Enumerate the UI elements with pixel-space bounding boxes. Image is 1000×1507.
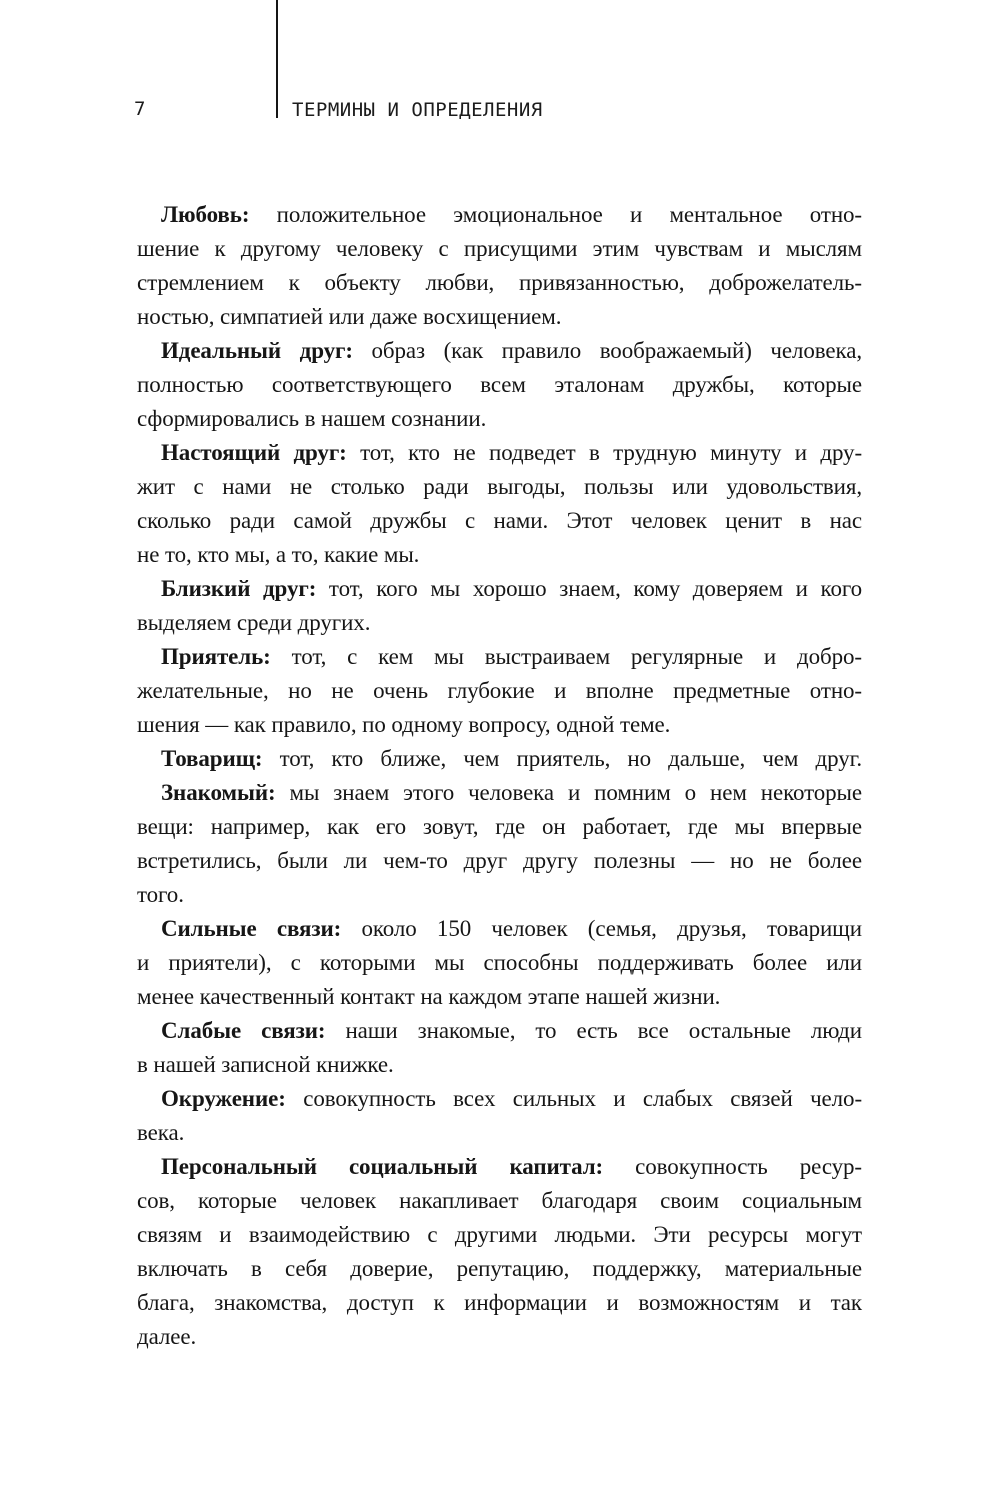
text-line: Настоящий друг: тот, кто не подведет в трудную минуту и дру- [161, 440, 863, 465]
definition-paragraph [137, 1150, 862, 1354]
text-line: Идеальный друг: образ (как правило воображаемый) человека, [161, 338, 862, 363]
term-label: Товарищ: [161, 746, 263, 771]
text-line: связям и взаимодействию с другими людьми. Эти ресурсы могут [137, 1222, 862, 1247]
term-label: Сильные связи: [161, 916, 342, 941]
text-line: Знакомый: мы знаем этого человека и помним о нем некоторые [161, 780, 862, 805]
text-line: не то, кто мы, а то, какие мы. [137, 542, 420, 567]
text-line: и приятели), с которыми мы способны поддерживать более или [137, 950, 862, 975]
term-label: Любовь: [161, 202, 250, 227]
text-line: полностью соответствующего всем эталонам дружбы, которые [137, 372, 862, 397]
text-line: жит с нами не столько ради выгоды, пользы или удовольствия, [137, 474, 862, 499]
text-line: стремлением к объекту любви, привязанностью, доброжелатель- [137, 270, 862, 295]
term-label: Слабые связи: [161, 1018, 326, 1043]
text-line: сколько ради самой дружбы с нами. Этот человек ценит в нас [137, 508, 862, 533]
text-line: того. [137, 882, 184, 907]
term-label: Приятель: [161, 644, 271, 669]
body-text-block [137, 198, 862, 1354]
definition-paragraph [137, 572, 862, 640]
text-line: в нашей записной книжке. [137, 1052, 394, 1077]
header-divider-rule [276, 0, 278, 118]
text-line: шения — как правило, по одному вопросу, одной теме. [137, 712, 671, 737]
text-line: Товарищ: тот, кто ближе, чем приятель, но дальше, чем друг. [161, 746, 862, 771]
text-line: сформировались в нашем сознании. [137, 406, 487, 431]
definition-paragraph [137, 640, 862, 742]
term-label: Настоящий друг: [161, 440, 347, 465]
text-line: Персональный социальный капитал: совокупность ресур- [161, 1154, 862, 1179]
text-line: Близкий друг: тот, кого мы хорошо знаем, кому доверяем и кого [161, 576, 863, 601]
text-line: Приятель: тот, с кем мы выстраиваем регулярные и добро- [161, 644, 862, 669]
definition-paragraph [137, 198, 862, 334]
text-line: шение к другому человеку с присущими этим чувствам и мыслям [137, 236, 862, 261]
term-label: Идеальный друг: [161, 338, 353, 363]
running-header-title: ТЕРМИНЫ И ОПРЕДЕЛЕНИЯ [292, 99, 543, 121]
term-label: Знакомый: [161, 780, 276, 805]
definition-paragraph [137, 436, 862, 572]
text-line: века. [137, 1120, 185, 1145]
definition-paragraph [137, 1082, 862, 1150]
definition-paragraph [137, 1014, 862, 1082]
term-label: Близкий друг: [161, 576, 317, 601]
definition-paragraph [137, 334, 862, 436]
term-label: Окружение: [161, 1086, 286, 1111]
text-line: Сильные связи: около 150 человек (семья, друзья, товарищи [161, 916, 862, 941]
text-line: блага, знакомства, доступ к информации и возможностям и так [137, 1290, 862, 1315]
definition-paragraph [137, 912, 862, 1014]
text-line: Любовь: положительное эмоциональное и ментальное отно- [161, 202, 862, 227]
text-line: далее. [137, 1324, 197, 1349]
text-line: сов, которые человек накапливает благодаря своим социальным [137, 1188, 862, 1213]
text-line: менее качественный контакт на каждом этапе нашей жизни. [137, 984, 721, 1009]
page-number: 7 [134, 98, 146, 120]
text-line: Слабые связи: наши знакомые, то есть все остальные люди [161, 1018, 862, 1043]
text-line: включать в себя доверие, репутацию, поддержку, материальные [137, 1256, 862, 1281]
text-line: ностью, симпатией или даже восхищением. [137, 304, 562, 329]
text-line: выделяем среди других. [137, 610, 371, 635]
definition-paragraph [137, 776, 862, 912]
definition-paragraph [137, 742, 862, 776]
text-line: вещи: например, как его зовут, где он работает, где мы впервые [137, 814, 862, 839]
text-line: Окружение: совокупность всех сильных и слабых связей чело- [161, 1086, 862, 1111]
text-line: встретились, были ли чем-то друг другу полезны — но не более [137, 848, 862, 873]
text-line: желательные, но не очень глубокие и вполне предметные отно- [137, 678, 862, 703]
term-label: Персональный социальный капитал: [161, 1154, 604, 1179]
